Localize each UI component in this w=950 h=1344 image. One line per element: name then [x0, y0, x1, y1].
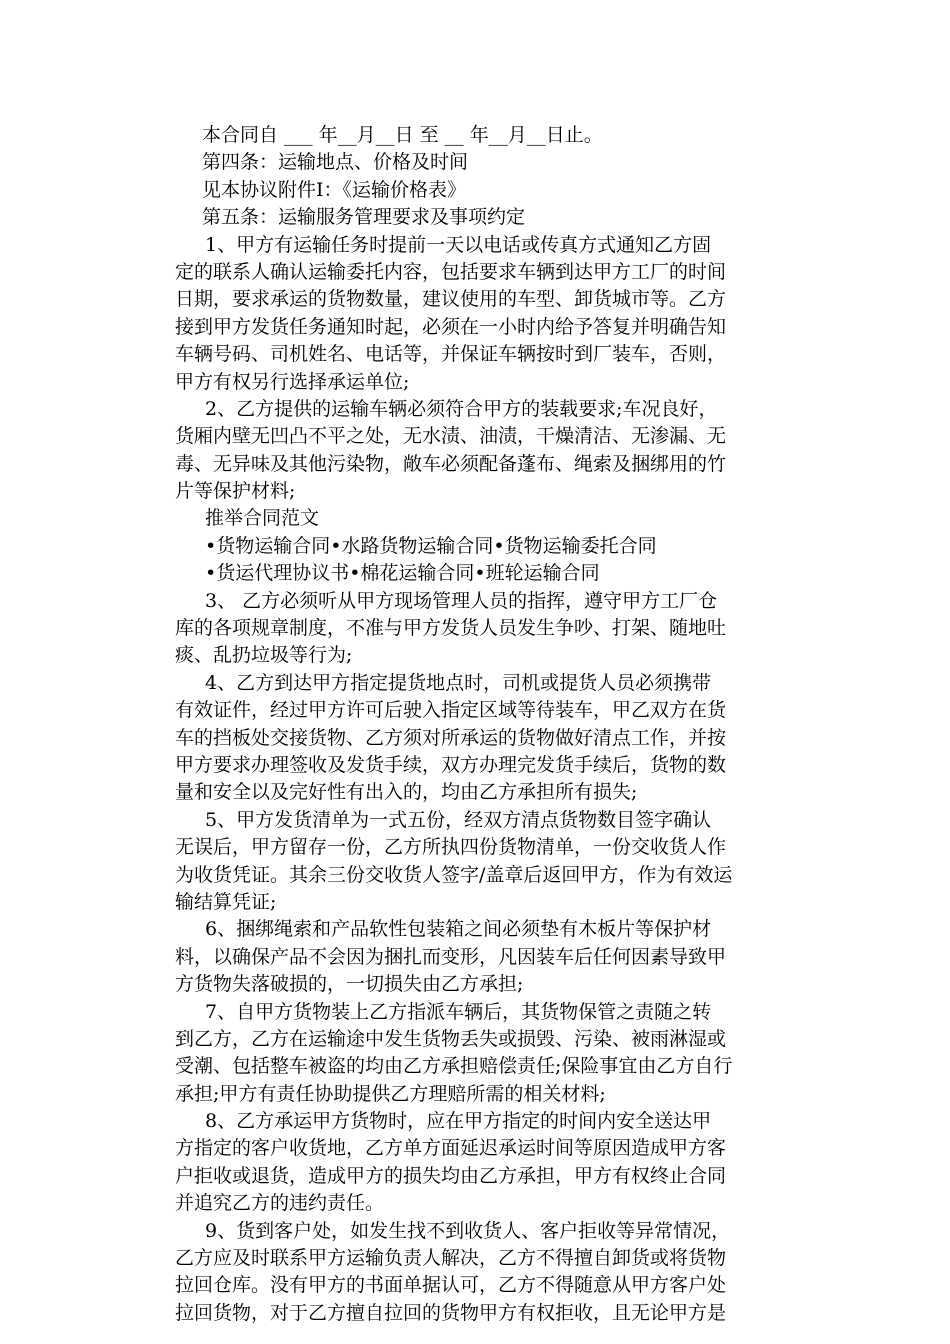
text-line: 日期，要求承运的货物数量，建议使用的车型、卸货城市等。乙方	[175, 288, 727, 311]
text-line: 推举合同范文	[205, 507, 320, 530]
text-line: 户拒收或退货，造成甲方的损失均由乙方承担，甲方有权终止合同	[175, 1164, 727, 1187]
text-line: 货厢内壁无凹凸不平之处，无水渍、油渍，干燥清洁、无渗漏、无	[175, 425, 727, 448]
text-line: 料，以确保产品不会因为捆扎而变形，凡因装车后任何因素导致甲	[175, 945, 727, 968]
text-line: 3、 乙方必须听从甲方现场管理人员的指挥，遵守甲方工厂仓	[205, 589, 718, 612]
text-line: 片等保护材料;	[175, 480, 296, 503]
text-line: 拉回货物，对于乙方擅自拉回的货物甲方有权拒收，且无论甲方是	[175, 1301, 727, 1324]
text-line: 有效证件，经过甲方许可后驶入指定区域等待装车，甲乙双方在货	[175, 699, 727, 722]
text-line: 接到甲方发货任务通知时起，必须在一小时内给予答复并明确告知	[175, 315, 727, 338]
text-line: 库的各项规章制度，不准与甲方发货人员发生争吵、打架、随地吐	[175, 617, 727, 640]
text-line: •货物运输合同•水路货物运输合同•货物运输委托合同	[205, 534, 657, 557]
text-line: 为收货凭证。其余三份交收货人签字/盖章后返回甲方，作为有效运	[175, 863, 733, 886]
text-line: 4、乙方到达甲方指定提货地点时，司机或提货人员必须携带	[205, 671, 712, 694]
text-line: 5、甲方发货清单为一式五份，经双方清点货物数目签字确认	[205, 808, 712, 831]
text-line: 车的挡板处交接货物、乙方须对所承运的货物做好清点工作，并按	[175, 726, 727, 749]
text-line: 1、甲方有运输任务时提前一天以电话或传真方式通知乙方固	[205, 233, 712, 256]
text-line: 方指定的客户收货地，乙方单方面延迟承运时间等原因造成甲方客	[175, 1137, 727, 1160]
text-line: 并追究乙方的违约责任。	[175, 1192, 385, 1215]
text-line: 本合同自 ___ 年__月__日 至 __ 年__月__日止。	[202, 124, 603, 146]
text-line: 量和安全以及完好性有出入的，均由乙方承担所有损失;	[175, 781, 638, 804]
text-line: 乙方应及时联系甲方运输负责人解决，乙方不得擅自卸货或将货物	[175, 1247, 727, 1270]
text-line: 7、自甲方货物装上乙方指派车辆后，其货物保管之责随之转	[205, 1000, 712, 1023]
text-line: 受潮、包括整车被盗的均由乙方承担赔偿责任;保险事宜由乙方自行	[175, 1055, 733, 1078]
text-line: 2、乙方提供的运输车辆必须符合甲方的装载要求;车况良好，	[205, 397, 718, 420]
text-line: 8、乙方承运甲方货物时，应在甲方指定的时间内安全送达甲	[205, 1110, 712, 1133]
text-line: 见本协议附件Ⅰ：《运输价格表》	[202, 178, 467, 201]
text-line: 甲方有权另行选择承运单位;	[175, 370, 410, 393]
text-line: 定的联系人确认运输委托内容，包括要求车辆到达甲方工厂的时间	[175, 260, 727, 283]
text-line: 到乙方，乙方在运输途中发生货物丢失或损毁、污染、被雨淋湿或	[175, 1027, 727, 1050]
text-line: 6、捆绑绳索和产品软性包装箱之间必须垫有木板片等保护材	[205, 918, 712, 941]
text-line: 承担;甲方有责任协助提供乙方理赔所需的相关材料;	[175, 1082, 606, 1105]
text-line: 第四条：运输地点、价格及时间	[202, 151, 469, 174]
contract-text	[175, 122, 805, 1327]
text-line: 甲方要求办理签收及发货手续，双方办理完发货手续后，货物的数	[175, 753, 727, 776]
text-line: •货运代理协议书•棉花运输合同•班轮运输合同	[205, 562, 600, 585]
text-line: 输结算凭证;	[175, 890, 277, 913]
text-line: 拉回仓库。没有甲方的书面单据认可，乙方不得随意从甲方客户处	[175, 1274, 727, 1297]
text-line: 车辆号码、司机姓名、电话等，并保证车辆按时到厂装车，否则，	[175, 343, 727, 366]
text-line: 毒、无异味及其他污染物，敞车必须配备蓬布、绳索及捆绑用的竹	[175, 452, 727, 475]
text-line: 痰、乱扔垃圾等行为;	[175, 644, 353, 667]
text-line: 无误后，甲方留存一份，乙方所执四份货物清单，一份交收货人作	[175, 836, 727, 859]
text-line: 9、货到客户处，如发生找不到收货人、客户拒收等异常情况，	[205, 1219, 731, 1242]
text-line: 第五条：运输服务管理要求及事项约定	[202, 206, 526, 229]
text-line: 方货物失落破损的，一切损失由乙方承担;	[175, 973, 524, 996]
